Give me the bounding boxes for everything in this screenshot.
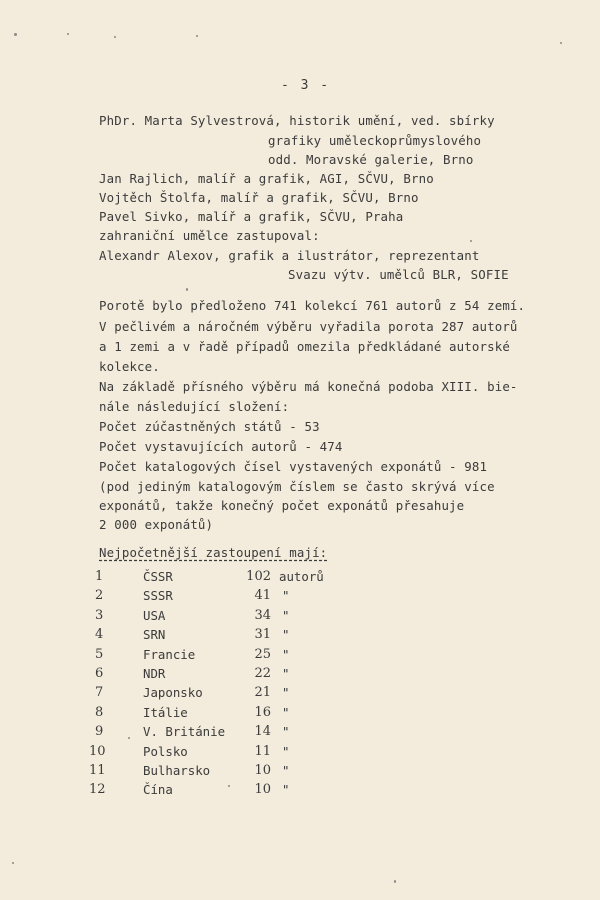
row-ditto-mark: " xyxy=(282,627,290,643)
row-count: 22 xyxy=(254,666,271,681)
jury-line: Vojtěch Štolfa, malíř a grafik, SČVU, Brno xyxy=(99,190,419,205)
jury-line: Pavel Sivko, malíř a grafik, SČVU, Praha xyxy=(99,209,404,224)
row-count: 34 xyxy=(254,607,271,623)
row-rank: 11 xyxy=(89,763,106,778)
body-line: Porotě bylo předloženo 741 kolekcí 761 autorů z 54 zemí. xyxy=(99,298,526,313)
row-count: 14 xyxy=(254,724,271,740)
row-count: 25 xyxy=(254,646,271,662)
row-count: 11 xyxy=(254,743,271,759)
row-country: Čína xyxy=(143,782,173,798)
jury-line: zahraniční umělce zastupoval: xyxy=(99,228,320,243)
row-ditto-mark: " xyxy=(282,763,290,778)
row-count: 21 xyxy=(254,685,271,701)
row-country: NDR xyxy=(143,666,166,681)
table-heading: Nejpočetnější zastoupení mají: xyxy=(99,545,328,560)
body-line: nále následující složení: xyxy=(99,399,290,414)
row-rank: 10 xyxy=(89,743,106,759)
row-country: ČSSR xyxy=(143,569,173,584)
paper-speck xyxy=(186,288,188,291)
row-country: Bulharsko xyxy=(143,763,211,778)
row-ditto-mark: " xyxy=(282,685,290,701)
row-country: Japonsko xyxy=(143,685,203,701)
row-ditto-mark: " xyxy=(282,588,290,604)
page-number: - 3 - xyxy=(281,78,331,93)
row-country: Francie xyxy=(143,646,196,662)
paper-speck xyxy=(560,42,562,44)
row-country: Itálie xyxy=(143,704,188,720)
row-country: SSSR xyxy=(143,588,173,604)
paper-speck xyxy=(67,33,69,35)
row-count: 102 xyxy=(246,569,271,584)
row-rank: 7 xyxy=(95,685,104,701)
paper-speck xyxy=(114,36,116,38)
row-ditto-mark: " xyxy=(282,666,290,681)
row-rank: 12 xyxy=(89,782,106,798)
row-rank: 4 xyxy=(95,627,104,643)
row-country: V. Británie xyxy=(143,724,226,740)
row-ditto-mark: " xyxy=(282,607,290,623)
row-ditto-mark: " xyxy=(282,782,290,798)
paper-speck xyxy=(196,35,198,37)
body-line: V pečlivém a náročném výběru vyřadila porota 287 autorů xyxy=(99,319,518,334)
paper-speck xyxy=(470,240,472,242)
paper-speck xyxy=(394,880,396,883)
body-line: Počet vystavujících autorů - 474 xyxy=(99,439,343,454)
paper-speck xyxy=(12,862,14,864)
row-unit: autorů xyxy=(279,569,324,584)
row-count: 41 xyxy=(254,588,271,604)
row-rank: 3 xyxy=(95,607,104,623)
body-line: kolekce. xyxy=(99,359,160,374)
paper-speck xyxy=(128,737,130,739)
body-line: Počet katalogových čísel vystavených exponátů - 981 xyxy=(99,459,488,474)
row-rank: 6 xyxy=(95,666,104,681)
row-rank: 9 xyxy=(95,724,104,740)
body-line: (pod jediným katalogovým číslem se často skrývá více xyxy=(99,479,495,494)
body-line: a 1 zemi a v řadě případů omezila předkládané autorské xyxy=(99,339,510,354)
row-country: Polsko xyxy=(143,743,188,759)
row-count: 10 xyxy=(254,763,271,778)
body-line: exponátů, takže konečný počet exponátů přesahuje xyxy=(99,498,465,513)
row-count: 10 xyxy=(254,782,271,798)
paper-speck xyxy=(14,33,17,36)
row-rank: 1 xyxy=(95,569,104,584)
row-ditto-mark: " xyxy=(282,646,290,662)
row-country: USA xyxy=(143,607,166,623)
jury-line: Svazu výtv. umělců BLR, SOFIE xyxy=(288,267,509,282)
jury-line: grafiky uměleckoprůmyslového xyxy=(268,133,482,148)
body-line: Na základě přísného výběru má konečná podoba XIII. bie- xyxy=(99,379,518,394)
jury-line: Jan Rajlich, malíř a grafik, AGI, SČVU, Brno xyxy=(99,171,434,186)
paper-speck xyxy=(228,785,230,787)
jury-line: Alexandr Alexov, grafik a ilustrátor, reprezentant xyxy=(99,248,480,263)
jury-line: PhDr. Marta Sylvestrová, historik umění, ved. sbírky xyxy=(99,113,495,128)
row-count: 16 xyxy=(254,704,271,720)
row-rank: 5 xyxy=(95,646,104,662)
row-ditto-mark: " xyxy=(282,743,290,759)
body-line: Počet zúčastněných států - 53 xyxy=(99,419,320,434)
row-rank: 2 xyxy=(95,588,104,604)
row-rank: 8 xyxy=(95,704,104,720)
row-ditto-mark: " xyxy=(282,724,290,740)
row-country: SRN xyxy=(143,627,166,643)
jury-line: odd. Moravské galerie, Brno xyxy=(268,152,474,167)
body-line: 2 000 exponátů) xyxy=(99,517,214,532)
row-count: 31 xyxy=(254,627,271,643)
row-ditto-mark: " xyxy=(282,704,290,720)
